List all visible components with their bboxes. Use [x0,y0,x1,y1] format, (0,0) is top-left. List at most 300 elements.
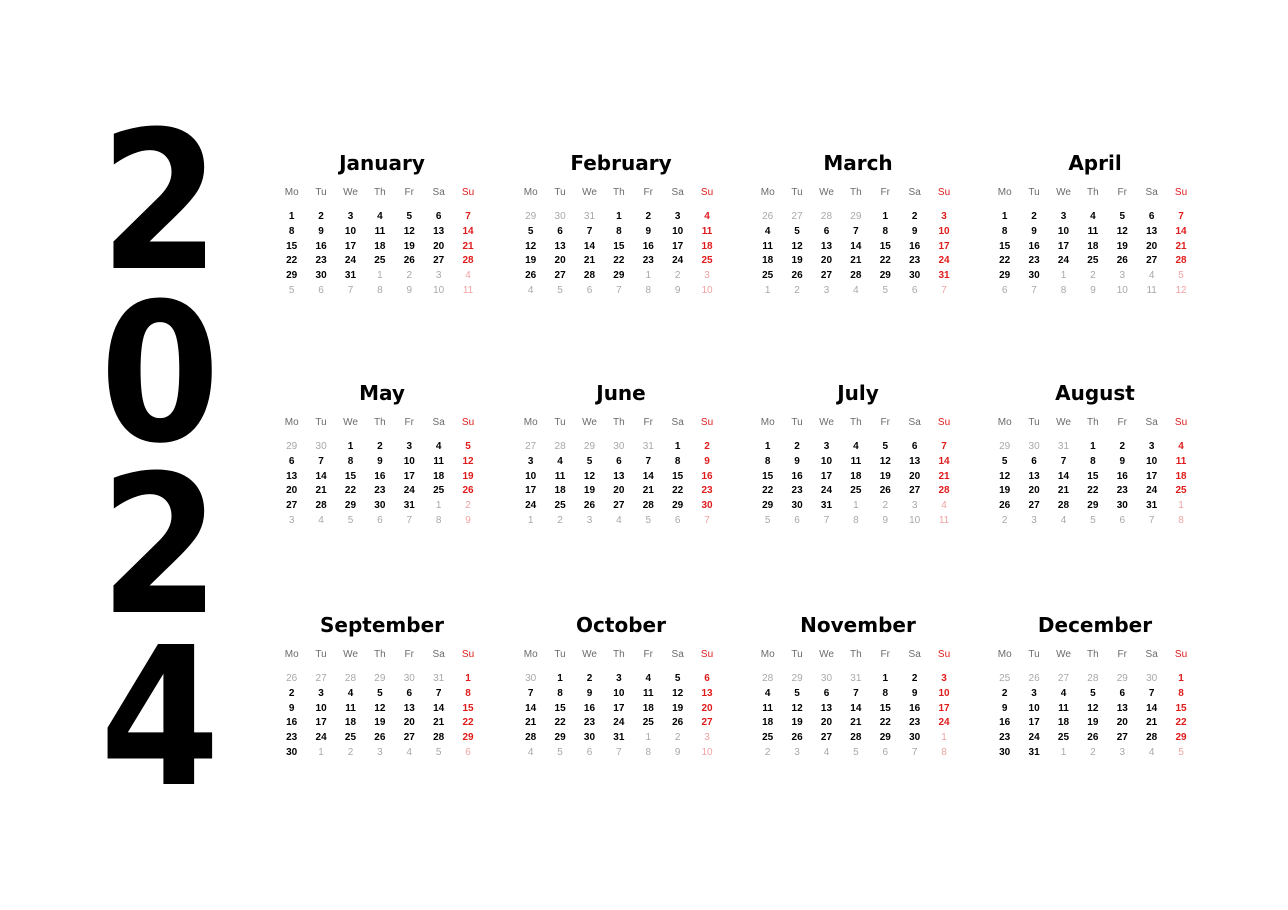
day-cell: 2 [1001,687,1008,699]
weekday-label: Th [613,187,625,198]
day-cell: 30 [286,746,298,758]
day-cell: 28 [850,270,862,282]
day-cell: 24 [1057,255,1070,267]
day-cell: 28 [762,673,774,684]
month-title: November [800,613,916,637]
day-cell: 12 [1116,225,1128,237]
day-cell: 3 [941,673,947,684]
day-cell: 17 [613,702,625,714]
day-cell: 19 [583,485,596,497]
day-cell: 5 [674,673,681,684]
day-cell: 18 [344,717,357,729]
weekday-label: Tu [315,187,327,198]
week-row [753,499,963,514]
week-row [516,484,726,499]
day-cell: 23 [701,485,713,497]
day-cell: 23 [1028,255,1040,267]
weekday-label: Sa [671,417,684,428]
day-cell: 17 [315,717,327,729]
week-row [753,746,963,761]
day-cell: 20 [820,255,833,267]
day-cell: 3 [1148,441,1155,452]
day-cell: 3 [1119,270,1126,282]
day-cell: 22 [1175,717,1187,729]
weekday-label: Tu [1028,417,1040,428]
day-cell: 1 [288,211,295,222]
day-cell: 29 [999,270,1011,282]
day-cell: 17 [1028,717,1040,729]
week-row [990,269,1200,284]
weekday-label: Tu [554,417,566,428]
week-row [516,514,726,529]
day-cell: 1 [764,441,771,452]
day-cell: 26 [1087,732,1099,744]
day-cell: 3 [794,746,800,758]
weekday-header-row [277,186,487,200]
day-cell: 30 [613,441,625,452]
day-cell: 8 [1090,455,1096,467]
month-title: February [570,151,672,175]
day-cell: 11 [1058,702,1069,714]
day-cell: 18 [762,717,774,729]
day-cell: 21 [850,255,862,267]
day-cell: 8 [882,687,889,699]
weekday-label: Tu [791,417,803,428]
weekday-label: Tu [315,417,327,428]
day-cell: 5 [527,225,534,237]
day-cell: 29 [762,500,774,512]
week-row [516,210,726,225]
week-row [516,716,726,731]
day-cell: 29 [1087,500,1099,512]
day-cell: 28 [462,255,474,267]
weekday-label: Tu [791,649,803,660]
day-cell: 30 [1028,441,1040,452]
day-cell: 10 [938,225,950,237]
day-cell: 3 [1031,687,1037,699]
week-row [516,269,726,284]
day-cell: 15 [554,702,566,714]
week-row [990,716,1200,731]
weekday-label: Th [1087,649,1099,660]
weekday-label: Sa [432,417,445,428]
day-cell: 10 [672,225,684,237]
day-cell: 19 [672,702,684,714]
month-title: June [596,381,646,405]
month-title: April [1068,151,1122,175]
day-cell: 18 [701,240,713,252]
weekday-label: Fr [643,417,653,428]
day-cell: 9 [794,455,800,467]
weekday-header-row [277,416,487,430]
day-cell: 21 [1175,240,1187,252]
month-november [753,612,963,761]
day-cell: 6 [882,746,889,758]
day-cell: 7 [704,514,710,526]
day-cell: 8 [882,225,889,237]
day-cell: 27 [403,732,415,744]
day-cell: 29 [999,441,1011,452]
day-cell: 16 [315,240,327,252]
day-cell: 28 [315,500,327,512]
day-cell: 29 [850,211,862,222]
day-cell: 6 [1119,687,1126,699]
day-cell: 7 [941,441,947,452]
weekday-label: Fr [643,187,653,198]
day-cell: 13 [613,470,625,482]
day-cell: 6 [1001,284,1008,296]
day-cell: 20 [1146,240,1158,252]
day-cell: 22 [1087,485,1099,497]
week-row [990,240,1200,255]
day-cell: 4 [764,687,771,699]
day-cell: 3 [1119,746,1126,758]
weekday-label: Mo [997,649,1012,660]
weekday-label: We [819,417,834,428]
week-row [753,687,963,702]
day-cell: 4 [941,500,947,512]
month-title: May [359,381,405,405]
day-cell: 5 [1178,270,1184,282]
day-cell: 9 [1090,284,1096,296]
day-cell: 26 [403,255,415,267]
week-row [516,499,726,514]
day-cell: 26 [762,211,774,222]
month-april [990,150,1200,299]
month-december [990,612,1200,761]
week-row [277,702,487,717]
weekday-label: Sa [1145,649,1158,660]
weekday-label: We [819,187,834,198]
day-cell: 8 [1178,514,1184,526]
day-cell: 29 [583,441,596,452]
weekday-label: Sa [432,187,445,198]
day-cell: 24 [820,485,833,497]
day-cell: 12 [672,687,684,699]
day-cell: 30 [583,732,596,744]
day-cell: 29 [554,732,566,744]
day-cell: 1 [557,673,563,684]
day-cell: 2 [1090,746,1096,758]
year-digit: 4 [99,607,217,830]
day-cell: 16 [909,702,921,714]
day-cell: 7 [527,687,534,699]
day-cell: 30 [909,732,921,744]
week-row [277,225,487,240]
day-cell: 9 [911,687,918,699]
day-cell: 1 [377,270,383,282]
day-cell: 21 [583,255,596,267]
weekday-label: Fr [880,187,890,198]
day-cell: 6 [911,441,918,452]
day-cell: 4 [853,441,859,452]
day-cell: 30 [909,270,921,282]
weekday-header-row [753,416,963,430]
day-cell: 20 [1116,717,1128,729]
weekday-label: Su [700,417,714,428]
day-cell: 6 [586,284,593,296]
week-row [516,284,726,299]
weekday-label: Su [937,649,951,660]
day-cell: 31 [403,500,415,512]
weekday-header-row [516,186,726,200]
day-cell: 28 [554,441,566,452]
day-cell: 25 [433,485,445,497]
day-cell: 2 [1001,514,1008,526]
weekday-label: We [343,417,358,428]
day-cell: 2 [586,673,593,684]
week-row [753,716,963,731]
day-cell: 26 [374,732,386,744]
day-cell: 7 [347,284,354,296]
day-cell: 21 [850,717,862,729]
day-cell: 5 [794,225,800,237]
day-cell: 7 [645,455,652,467]
day-cell: 29 [525,211,537,222]
weekday-label: Su [461,649,475,660]
week-row [990,702,1200,717]
weekday-label: Mo [760,417,775,428]
day-cell: 28 [1057,500,1070,512]
week-row [277,746,487,761]
day-cell: 15 [1087,470,1099,482]
week-row [277,440,487,455]
day-cell: 1 [1060,270,1067,282]
day-cell: 24 [1146,485,1158,497]
day-cell: 22 [879,255,891,267]
day-cell: 30 [554,211,566,222]
weekday-label: Sa [432,649,445,660]
day-cell: 9 [406,284,413,296]
week-row [277,284,487,299]
day-cell: 13 [1146,225,1158,237]
weekday-label: Th [850,187,862,198]
day-cell: 3 [318,687,324,699]
weekday-label: Mo [284,649,299,660]
day-cell: 11 [1175,455,1187,467]
day-cell: 3 [435,270,442,282]
day-cell: 11 [762,240,773,252]
day-cell: 19 [525,255,537,267]
day-cell: 2 [764,746,771,758]
day-cell: 5 [645,514,652,526]
day-cell: 27 [791,211,803,222]
day-cell: 6 [465,746,471,758]
day-cell: 25 [1057,732,1070,744]
day-cell: 1 [1090,441,1096,452]
day-cell: 10 [938,687,950,699]
day-cell: 9 [318,225,324,237]
day-cell: 27 [613,500,625,512]
day-cell: 30 [820,673,833,684]
weekday-label: Su [937,417,951,428]
weekday-label: Th [374,187,386,198]
day-cell: 18 [762,255,774,267]
day-cell: 17 [1146,470,1158,482]
day-cell: 10 [1116,284,1128,296]
week-row [516,746,726,761]
weekday-label: We [343,649,358,660]
week-row [277,484,487,499]
month-february [516,150,726,299]
day-cell: 26 [999,500,1011,512]
day-cell: 9 [674,284,681,296]
day-cell: 29 [1116,673,1128,684]
day-cell: 11 [554,470,566,482]
day-cell: 6 [377,514,383,526]
day-cell: 8 [645,284,652,296]
day-cell: 20 [286,485,298,497]
day-cell: 22 [344,485,357,497]
weekday-label: Tu [791,187,803,198]
day-cell: 14 [938,455,950,467]
day-cell: 8 [1001,225,1008,237]
day-cell: 17 [525,485,537,497]
weekday-label: Th [374,649,386,660]
day-cell: 18 [554,485,566,497]
year-digit: 2 [99,435,217,658]
week-row [516,225,726,240]
week-row [516,687,726,702]
weekday-label: Th [850,649,862,660]
weekday-label: We [343,187,358,198]
day-cell: 4 [347,687,354,699]
week-row [990,514,1200,529]
week-row [753,225,963,240]
month-title: January [339,151,425,175]
weekday-header-row [516,416,726,430]
day-cell: 2 [288,687,295,699]
day-cell: 23 [583,717,596,729]
day-cell: 25 [374,255,386,267]
day-cell: 23 [791,485,803,497]
day-cell: 3 [377,746,383,758]
day-cell: 14 [462,225,474,237]
day-cell: 9 [911,225,918,237]
weekday-label: Tu [554,649,566,660]
day-cell: 17 [403,470,415,482]
day-cell: 28 [642,500,654,512]
day-cell: 22 [554,717,566,729]
day-cell: 30 [315,270,327,282]
day-cell: 23 [642,255,654,267]
day-cell: 22 [672,485,684,497]
day-cell: 14 [1146,702,1158,714]
week-row [990,672,1200,687]
day-cell: 29 [286,441,298,452]
day-cell: 4 [1178,441,1184,452]
day-cell: 26 [1116,255,1128,267]
day-cell: 2 [377,441,383,452]
day-cell: 3 [674,211,681,222]
day-cell: 6 [557,225,563,237]
day-cell: 9 [645,225,652,237]
day-cell: 12 [462,455,474,467]
day-cell: 4 [616,514,622,526]
day-cell: 8 [557,687,563,699]
day-cell: 6 [616,455,622,467]
day-cell: 20 [820,717,833,729]
day-cell: 25 [344,732,357,744]
day-cell: 3 [616,673,622,684]
day-cell: 1 [1178,673,1184,684]
weekday-label: Th [374,417,386,428]
day-cell: 20 [1028,485,1040,497]
day-cell: 26 [791,270,803,282]
day-cell: 2 [318,211,324,222]
weekday-label: Fr [404,417,414,428]
day-cell: 10 [909,514,921,526]
day-cell: 19 [791,717,803,729]
week-row [516,470,726,485]
day-cell: 21 [1146,717,1158,729]
month-title: October [576,613,666,637]
day-cell: 8 [616,225,622,237]
day-cell: 12 [1175,284,1187,296]
day-cell: 4 [318,514,324,526]
day-cell: 9 [882,514,889,526]
weekday-label: Sa [908,187,921,198]
day-cell: 3 [586,514,593,526]
day-cell: 3 [1060,211,1067,222]
day-cell: 3 [823,441,830,452]
day-cell: 12 [999,470,1011,482]
day-cell: 18 [1057,717,1070,729]
day-cell: 8 [674,455,681,467]
day-cell: 7 [1031,284,1037,296]
month-title: March [823,151,893,175]
day-cell: 7 [941,284,947,296]
day-cell: 10 [1146,455,1158,467]
week-row [753,269,963,284]
day-cell: 13 [286,470,298,482]
day-cell: 31 [1146,500,1158,512]
week-row [516,702,726,717]
day-cell: 9 [465,514,471,526]
day-cell: 25 [762,270,774,282]
day-cell: 13 [403,702,415,714]
day-cell: 29 [462,732,474,744]
day-cell: 28 [1175,255,1187,267]
day-cell: 10 [701,284,713,296]
day-cell: 1 [853,500,859,512]
week-row [753,455,963,470]
day-cell: 7 [823,514,830,526]
weekday-label: Mo [997,187,1012,198]
day-cell: 27 [433,255,445,267]
day-cell: 4 [465,270,471,282]
month-july [753,380,963,529]
day-cell: 14 [850,702,862,714]
day-cell: 3 [704,732,710,744]
day-cell: 16 [791,470,803,482]
day-cell: 5 [1178,746,1184,758]
day-cell: 26 [525,270,537,282]
day-cell: 15 [999,240,1011,252]
day-cell: 16 [909,240,921,252]
day-cell: 21 [462,240,474,252]
day-cell: 6 [1148,211,1155,222]
day-cell: 16 [583,702,596,714]
day-cell: 28 [1146,732,1158,744]
day-cell: 26 [286,673,298,684]
day-cell: 30 [1028,270,1040,282]
day-cell: 3 [288,514,295,526]
day-cell: 14 [642,470,654,482]
weekday-label: We [582,417,597,428]
day-cell: 19 [1116,240,1128,252]
day-cell: 19 [999,485,1011,497]
